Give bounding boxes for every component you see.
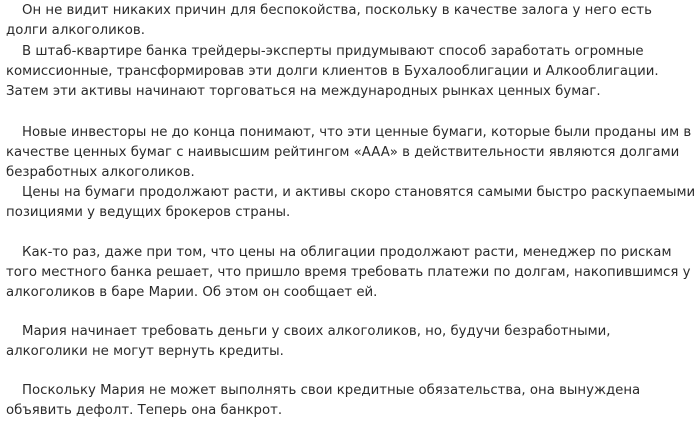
paragraph-4: Цены на бумаги продолжают расти, и активы скоро становятся самыми быстро раскупаемыми позициями у ведущих брокеров страны. — [6, 185, 696, 220]
paragraph-7: Поскольку Мария не может выполнять свои кредитные обязательства, она вынуждена объявить дефолт. Теперь она банкрот. — [6, 383, 641, 418]
paragraph-3: Новые инвесторы не до конца понимают, что эти ценные бумаги, которые были проданы им в качестве ценных бумаг с наивысшим рейтингом «AAA» в действительности являются долгами безработных алкоголиков. — [6, 125, 692, 180]
paragraph-1: Он не видит никаких причин для беспокойства, поскольку в качестве залога у него есть долги алкоголиков. — [6, 3, 652, 38]
paragraph-2: В штаб-квартире банка трейдеры-эксперты придумывают способ заработать огромные комиссионные, трансформировав эти долги клиентов в Бухалооблигации и Алкооблигации. Затем эти активы начинают торговаться на международных рынках ценных бумаг. — [6, 44, 659, 99]
paragraph-6: Мария начинает требовать деньги у своих алкоголиков, но, будучи безработными, алкоголики не могут вернуть кредиты. — [6, 324, 611, 359]
paragraph-5: Как-то раз, даже при том, что цены на облигации продолжают расти, менеджер по рискам того местного банка решает, что пришло время требовать платежи по долгам, накопившимся у алкоголиков в баре Марии. Об этом он сообщает ей. — [6, 245, 691, 300]
